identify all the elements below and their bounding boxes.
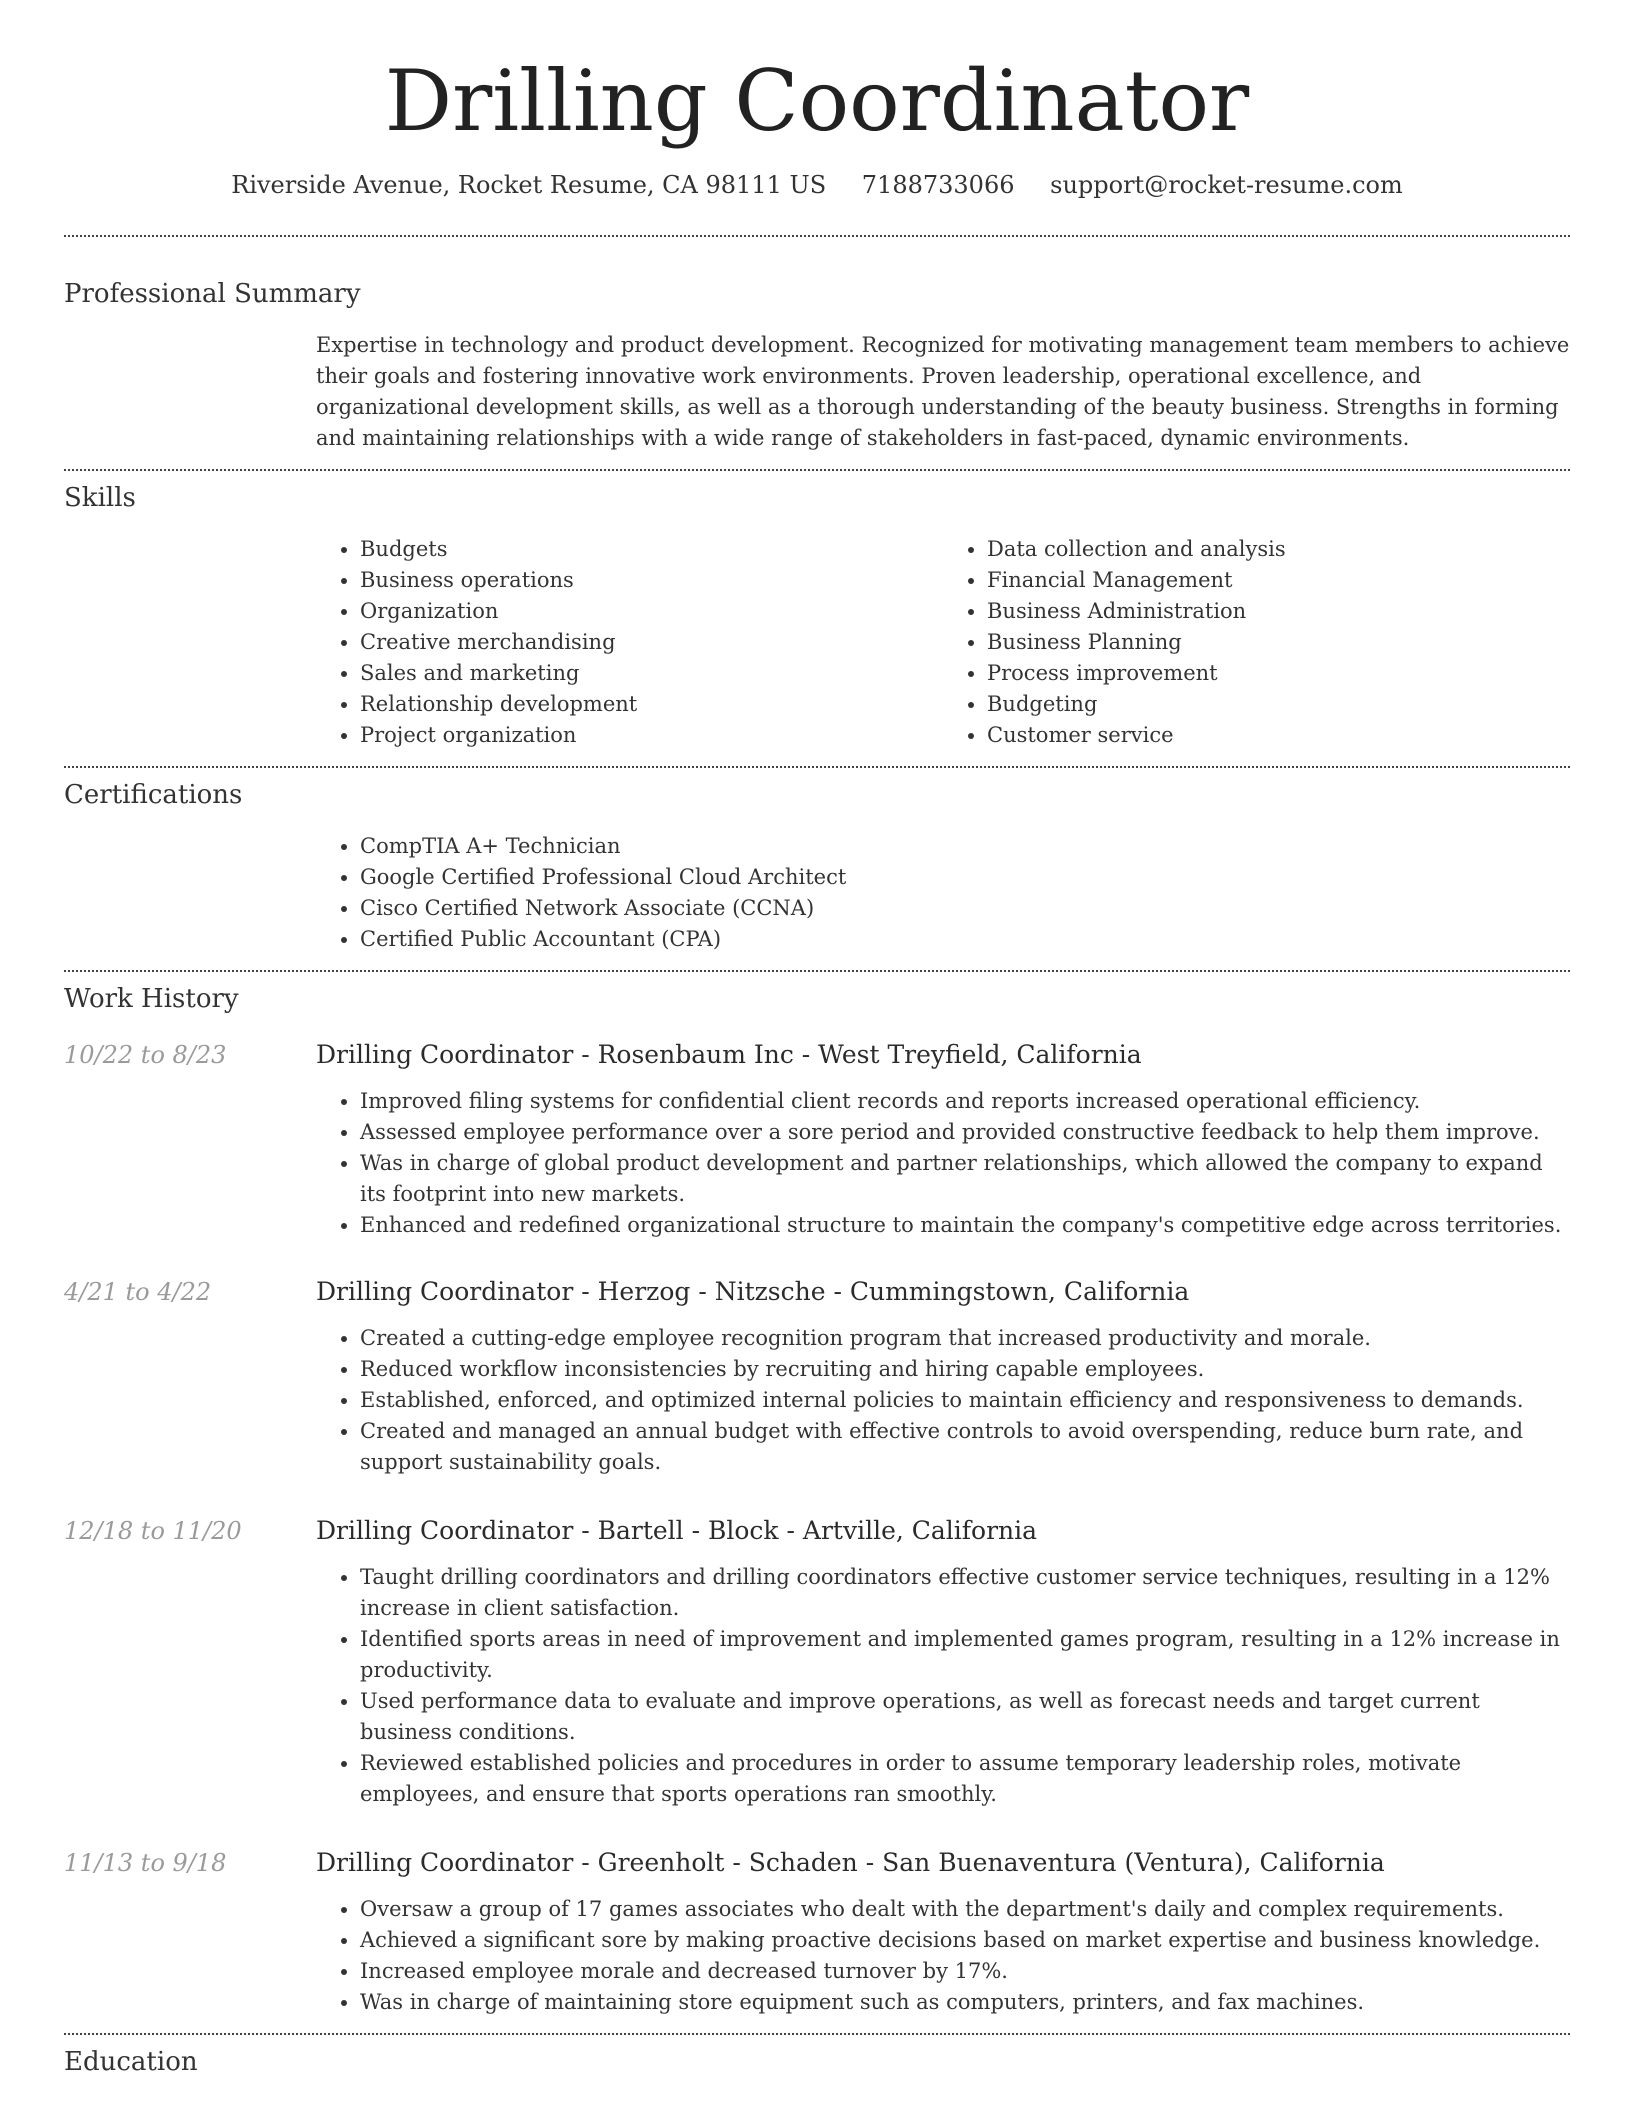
skills-list-left	[316, 534, 943, 751]
list-item: • Business Administration	[987, 596, 1570, 627]
list-item: • Sales and marketing	[360, 658, 943, 689]
job-bullets-block	[64, 1562, 1570, 1810]
list-item: • Enhanced and redefined organizational structure to maintain the company's competitive edge across territories.	[360, 1210, 1570, 1241]
divider	[64, 970, 1570, 972]
job-header	[64, 1275, 1570, 1309]
summary-text: Expertise in technology and product development. Recognized for motivating management team members to achieve their goals and fostering innovative work environments. Proven leadership, operational excellence, and organizational development skills, as well as a thorough understanding of the beauty business. Strengths in forming and maintaining relationships with a wide range of stakeholders in fast-paced, dynamic environments.	[316, 333, 1570, 450]
skills-block	[64, 534, 1570, 751]
list-item: • Budgeting	[987, 689, 1570, 720]
job-entry	[64, 1275, 1570, 1478]
list-item: • Cisco Certified Network Associate (CCNA)	[360, 893, 1570, 924]
work-history-list	[64, 1038, 1570, 2018]
job-bullets-block	[64, 1894, 1570, 2018]
section-title-education: Education	[64, 2047, 198, 2077]
divider	[64, 235, 1570, 237]
job-title: Drilling Coordinator - Rosenbaum Inc - West Treyfield, California	[316, 1040, 1142, 1069]
job-bullets	[316, 1894, 1570, 2018]
list-item: • Was in charge of global product development and partner relationships, which allowed the company to expand its footprint into new markets.	[360, 1148, 1570, 1210]
job-dates: 11/13 to 9/18	[64, 1849, 227, 1877]
list-item: • Organization	[360, 596, 943, 627]
list-item: • Achieved a significant sore by making proactive decisions based on market expertise and business knowledge.	[360, 1925, 1570, 1956]
skills-columns	[316, 534, 1570, 751]
divider	[64, 2033, 1570, 2035]
skills-list-right	[943, 534, 1570, 751]
list-item: • Used performance data to evaluate and improve operations, as well as forecast needs and target current business conditions.	[360, 1686, 1570, 1748]
certifications-block	[64, 831, 1570, 955]
list-item: • Oversaw a group of 17 games associates who dealt with the department's daily and complex requirements.	[360, 1894, 1570, 1925]
job-bullets	[316, 1086, 1570, 1241]
job-entry	[64, 1514, 1570, 1810]
summary-block	[64, 330, 1570, 454]
list-item: • Established, enforced, and optimized internal policies to maintain efficiency and responsiveness to demands.	[360, 1385, 1570, 1416]
list-item: • Relationship development	[360, 689, 943, 720]
list-item: • Identified sports areas in need of improvement and implemented games program, resulting in a 12% increase in productivity.	[360, 1624, 1570, 1686]
job-bullets-block	[64, 1086, 1570, 1241]
list-item: • Process improvement	[987, 658, 1570, 689]
list-item: • CompTIA A+ Technician	[360, 831, 1570, 862]
list-item: • Creative merchandising	[360, 627, 943, 658]
job-bullets-block	[64, 1323, 1570, 1478]
contact-address: Riverside Avenue, Rocket Resume, CA 98111 US	[231, 171, 827, 199]
section-title-certifications: Certifications	[64, 780, 243, 810]
list-item: • Google Certified Professional Cloud Architect	[360, 862, 1570, 893]
list-item: • Financial Management	[987, 565, 1570, 596]
job-entry	[64, 1038, 1570, 1241]
list-item: • Created and managed an annual budget with effective controls to avoid overspending, reduce burn rate, and support sustainability goals.	[360, 1416, 1570, 1478]
job-title: Drilling Coordinator - Greenholt - Schaden - San Buenaventura (Ventura), California	[316, 1848, 1385, 1877]
job-header	[64, 1038, 1570, 1072]
section-title-skills: Skills	[64, 483, 136, 513]
list-item: • Increased employee morale and decreased turnover by 17%.	[360, 1956, 1570, 1987]
job-dates: 12/18 to 11/20	[64, 1517, 242, 1545]
list-item: • Certified Public Accountant (CPA)	[360, 924, 1570, 955]
resume-page	[64, 0, 1570, 2079]
candidate-name: Drilling Coordinator	[384, 52, 1250, 150]
list-item: • Business operations	[360, 565, 943, 596]
divider	[64, 766, 1570, 768]
job-header	[64, 1846, 1570, 1880]
job-title: Drilling Coordinator - Herzog - Nitzsche - Cummingstown, California	[316, 1277, 1190, 1306]
divider	[64, 469, 1570, 471]
list-item: • Budgets	[360, 534, 943, 565]
certifications-list	[316, 831, 1570, 955]
list-item: • Was in charge of maintaining store equipment such as computers, printers, and fax machines.	[360, 1987, 1570, 2018]
job-bullets	[316, 1562, 1570, 1810]
section-title-work-history: Work History	[64, 984, 239, 1014]
list-item: • Data collection and analysis	[987, 534, 1570, 565]
job-bullets	[316, 1323, 1570, 1478]
job-dates: 10/22 to 8/23	[64, 1041, 227, 1069]
section-title-summary: Professional Summary	[64, 279, 361, 309]
list-item: • Assessed employee performance over a sore period and provided constructive feedback to help them improve.	[360, 1117, 1570, 1148]
contact-phone: 7188733066	[861, 171, 1015, 199]
list-item: • Created a cutting-edge employee recognition program that increased productivity and morale.	[360, 1323, 1570, 1354]
list-item: • Taught drilling coordinators and drilling coordinators effective customer service techniques, resulting in a 12% increase in client satisfaction.	[360, 1562, 1570, 1624]
contact-email: support@rocket-resume.com	[1050, 171, 1403, 199]
list-item: • Improved filing systems for confidential client records and reports increased operational efficiency.	[360, 1086, 1570, 1117]
list-item: • Customer service	[987, 720, 1570, 751]
job-header	[64, 1514, 1570, 1548]
list-item: • Reduced workflow inconsistencies by recruiting and hiring capable employees.	[360, 1354, 1570, 1385]
list-item: • Business Planning	[987, 627, 1570, 658]
contact-line	[64, 169, 1570, 201]
job-title: Drilling Coordinator - Bartell - Block - Artville, California	[316, 1516, 1038, 1545]
list-item: • Reviewed established policies and procedures in order to assume temporary leadership roles, motivate employees, and ensure that sports operations ran smoothly.	[360, 1748, 1570, 1810]
job-entry	[64, 1846, 1570, 2018]
list-item: • Project organization	[360, 720, 943, 751]
job-dates: 4/21 to 4/22	[64, 1278, 212, 1306]
